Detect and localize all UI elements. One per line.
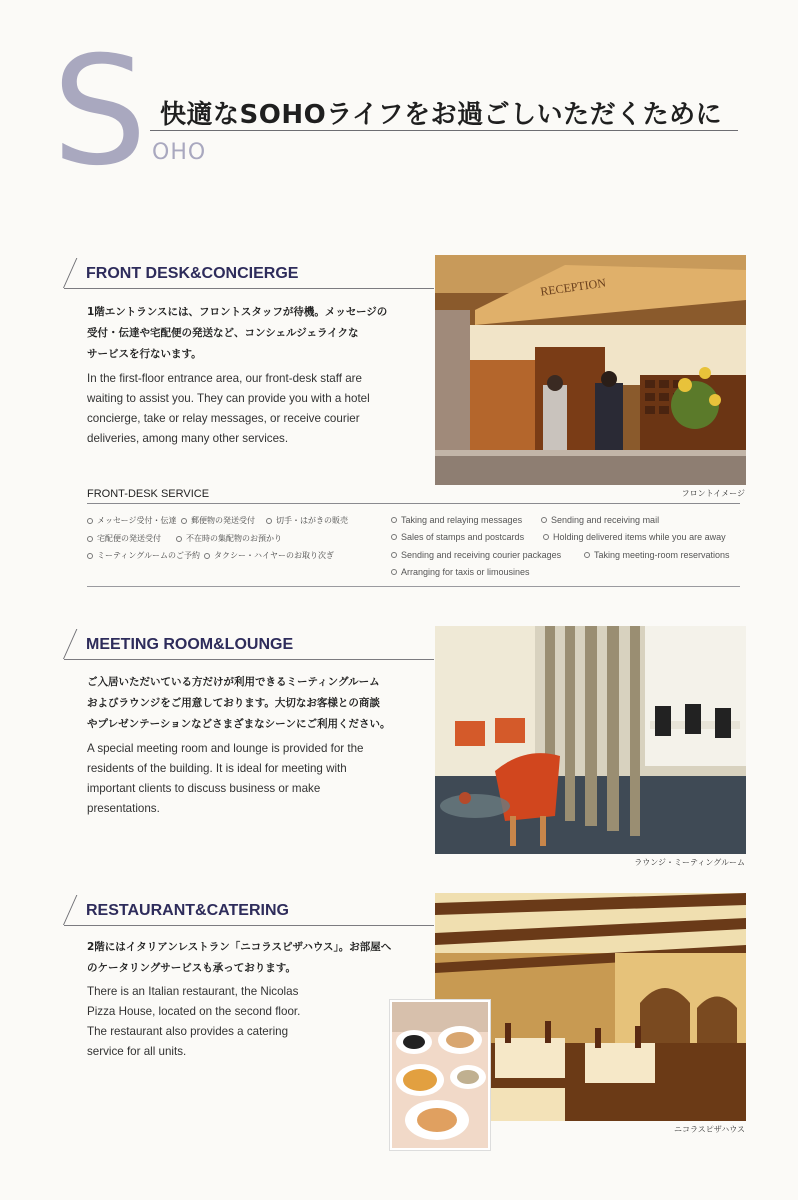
- text-line: important clients to discuss business or make: [87, 782, 321, 795]
- bullet-circle-icon: [87, 553, 93, 559]
- meeting-en-text: [87, 739, 427, 819]
- text-line: There is an Italian restaurant, the Nicolas: [87, 985, 299, 998]
- text-line: ご入居いただいている方だけが利用できるミーティングルーム: [87, 676, 380, 688]
- front-desk-jp-text: [87, 302, 427, 365]
- bullet-circle-icon: [181, 518, 187, 524]
- bullet-circle-icon: [391, 552, 397, 558]
- section-rule: [64, 288, 434, 289]
- bullet-circle-icon: [584, 552, 590, 558]
- text-line: およびラウンジをご用意しております。大切なお客様との商談: [87, 697, 380, 709]
- section-rule: [64, 925, 434, 926]
- front-desk-heading: FRONT DESK&CONCIERGE: [86, 265, 299, 282]
- text-line: Pizza House, located on the second floor.: [87, 1005, 301, 1018]
- text-line: deliveries, among many other services.: [87, 432, 289, 445]
- service-item: Sales of stamps and postcards: [391, 532, 524, 542]
- text-line: 2階にはイタリアンレストラン「ニコラスピザハウス」。お部屋へ: [87, 941, 392, 953]
- service-item: Sending and receiving mail: [541, 515, 659, 525]
- section-rule: [64, 659, 434, 660]
- service-item: タクシー・ハイヤーのお取り次ぎ: [204, 550, 334, 561]
- bullet-circle-icon: [87, 518, 93, 524]
- text-line: concierge, take or relay messages, or receive courier: [87, 412, 360, 425]
- text-line: service for all units.: [87, 1045, 187, 1058]
- page-subtitle: OHO: [152, 140, 207, 165]
- service-item: Arranging for taxis or limousines: [391, 567, 530, 577]
- text-line: In the first-floor entrance area, our front-desk staff are: [87, 372, 362, 385]
- bullet-circle-icon: [543, 534, 549, 540]
- service-item: 郵便物の発送受付: [181, 515, 255, 526]
- text-line: サービスを行ないます。: [87, 348, 202, 360]
- meeting-jp-text: [87, 672, 427, 735]
- restaurant-heading: RESTAURANT&CATERING: [86, 902, 289, 919]
- food-photo: [390, 1000, 490, 1150]
- bullet-circle-icon: [391, 534, 397, 540]
- bullet-circle-icon: [266, 518, 272, 524]
- bullet-circle-icon: [87, 536, 93, 542]
- restaurant-caption: ニコラスピザハウス: [673, 1125, 745, 1134]
- bullet-circle-icon: [541, 517, 547, 523]
- service-item: Holding delivered items while you are away: [543, 532, 726, 542]
- text-line: The restaurant also provides a catering: [87, 1025, 289, 1038]
- text-line: のケータリングサービスも承っております。: [87, 962, 296, 974]
- bullet-circle-icon: [391, 569, 397, 575]
- restaurant-jp-text: [87, 937, 427, 979]
- service-item: 切手・はがきの販売: [266, 515, 348, 526]
- text-line: residents of the building. It is ideal for meeting with: [87, 762, 347, 775]
- text-line: waiting to assist you. They can provide you with a hotel: [87, 392, 370, 405]
- bullet-circle-icon: [176, 536, 182, 542]
- bullet-circle-icon: [204, 553, 210, 559]
- service-item: Taking meeting-room reservations: [584, 550, 730, 560]
- bullet-circle-icon: [391, 517, 397, 523]
- reception-sign-text: RECEPTION: [539, 275, 607, 299]
- text-line: やプレゼンテーションなどさまざまなシーンにご利用ください。: [87, 718, 391, 730]
- restaurant-en-text: [87, 982, 387, 1062]
- text-line: A special meeting room and lounge is provided for the: [87, 742, 364, 755]
- service-item: ミーティングルームのご予約: [87, 550, 200, 561]
- service-heading: FRONT-DESK SERVICE: [87, 488, 210, 500]
- lounge-caption: ラウンジ・ミーティングルーム: [634, 858, 745, 867]
- meeting-heading: MEETING ROOM&LOUNGE: [86, 636, 294, 653]
- lounge-photo: [435, 626, 746, 854]
- title-rule: [150, 130, 738, 131]
- service-item: 宅配便の発送受付: [87, 533, 161, 544]
- big-s-letter: S: [52, 25, 148, 199]
- service-rule: [87, 503, 740, 504]
- service-item: メッセージ受付・伝達: [87, 515, 177, 526]
- service-item: 不在時の集配物のお預かり: [176, 533, 282, 544]
- reception-caption: フロントイメージ: [681, 489, 745, 498]
- text-line: presentations.: [87, 802, 160, 815]
- front-desk-en-text: [87, 369, 427, 449]
- reception-photo: [435, 255, 746, 485]
- page-title: 快適なSOHOライフをお過ごしいただくために: [160, 100, 723, 130]
- service-item: Sending and receiving courier packages: [391, 550, 561, 560]
- text-line: 1階エントランスには、フロントスタッフが待機。メッセージの: [87, 306, 388, 318]
- service-bottom-rule: [87, 586, 740, 587]
- service-item: Taking and relaying messages: [391, 515, 522, 525]
- text-line: 受付・伝達や宅配便の発送など、コンシェルジェライクな: [87, 327, 359, 339]
